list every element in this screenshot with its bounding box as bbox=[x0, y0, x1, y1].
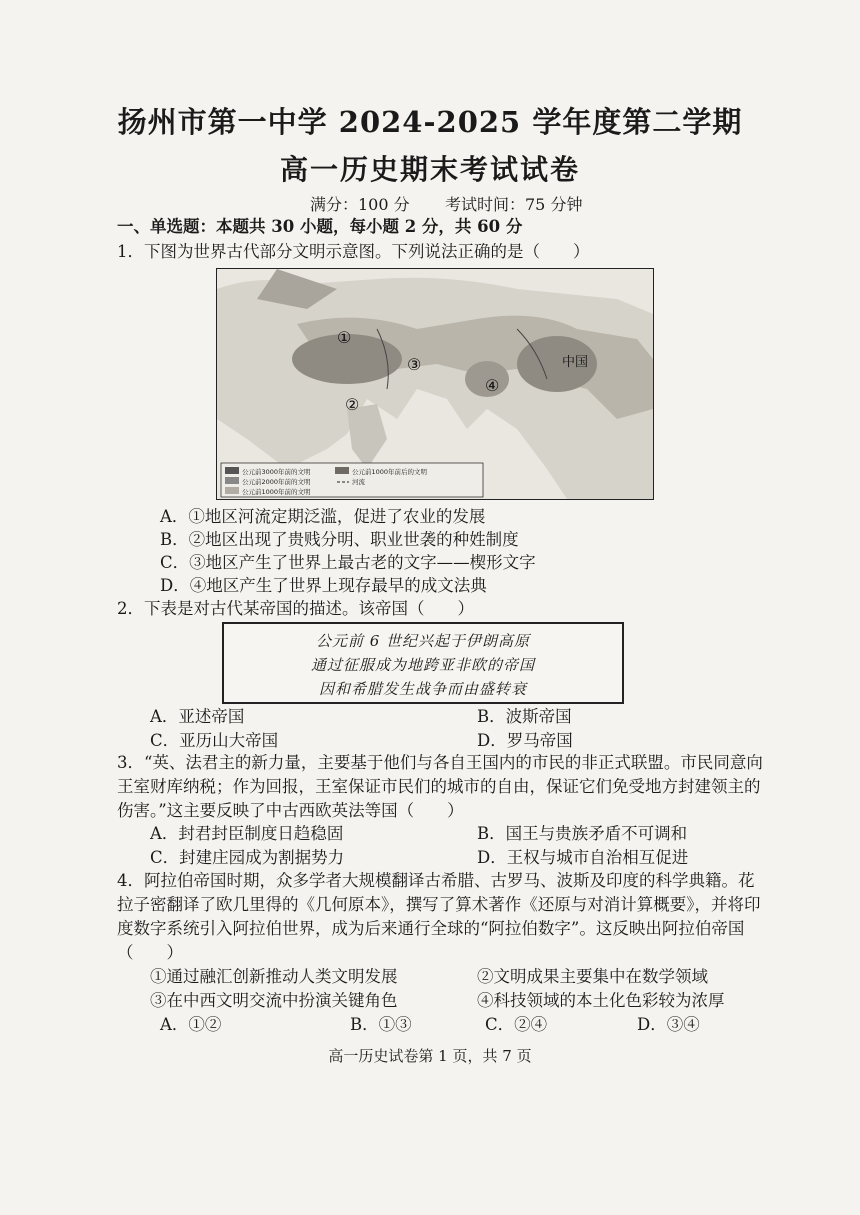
exam-title: 扬州市第一中学 2024-2025 学年度第二学期 bbox=[117, 105, 743, 139]
q4-statement-4: ④科技领域的本土化色彩较为浓厚 bbox=[477, 991, 725, 1010]
legend-item-5: 河流 bbox=[352, 478, 365, 486]
q4-stem-line: 度数字系统引入阿拉伯世界，成为后来通行全球的“阿拉伯数字”。这反映出阿拉伯帝国 bbox=[117, 919, 745, 938]
q2-description-table bbox=[222, 622, 624, 704]
page-footer: 高一历史试卷第 1 页，共 7 页 bbox=[328, 1047, 532, 1065]
q3-option-c[interactable]: C．封建庄园成为割据势力 bbox=[150, 848, 345, 867]
map-marker-3: ③ bbox=[407, 355, 422, 374]
legend-item-2: 公元前2000年前的文明 bbox=[242, 478, 311, 486]
exam-time: 考试时间：75 分钟 bbox=[445, 195, 583, 214]
map-region-label: 中国 bbox=[562, 355, 589, 370]
q4-statement-2: ②文明成果主要集中在数学领域 bbox=[477, 967, 708, 986]
q4-statement-1: ①通过融汇创新推动人类文明发展 bbox=[150, 967, 398, 986]
q2-option-c[interactable]: C．亚历山大帝国 bbox=[150, 731, 279, 750]
q4-option-c[interactable]: C．②④ bbox=[485, 1015, 548, 1034]
map-marker-4: ④ bbox=[485, 376, 500, 395]
q4-statement-3: ③在中西文明交流中扮演关键角色 bbox=[150, 991, 398, 1010]
q4-stem-line: （ ） bbox=[117, 943, 183, 962]
q4-option-d[interactable]: D．③④ bbox=[637, 1015, 700, 1034]
q3-stem-line: 伤害。”这主要反映了中古西欧英法等国（ ） bbox=[117, 801, 464, 820]
q4-option-a[interactable]: A．①② bbox=[160, 1015, 222, 1034]
q3-stem-line: 3．“英、法君主的新力量，主要基于他们与各自王国内的市民的非正式联盟。市民同意向 bbox=[117, 753, 763, 772]
q3-option-b[interactable]: B．国王与贵族矛盾不可调和 bbox=[477, 824, 688, 843]
q2-option-d[interactable]: D．罗马帝国 bbox=[477, 731, 573, 750]
q2-option-b[interactable]: B．波斯帝国 bbox=[477, 707, 572, 726]
q2-table-row: 公元前 6 世纪兴起于伊朗高原 bbox=[315, 632, 531, 650]
q1-option-b[interactable]: B．②地区出现了贵贱分明、职业世袭的种姓制度 bbox=[160, 530, 519, 549]
q4-option-b[interactable]: B．①③ bbox=[350, 1015, 412, 1034]
exam-subtitle: 高一历史期末考试试卷 bbox=[279, 153, 580, 186]
legend-item-4: 公元前1000年前后的文明 bbox=[352, 468, 428, 476]
section-heading: 一、单选题：本题共 30 小题，每小题 2 分，共 60 分 bbox=[117, 217, 523, 236]
q1-option-d[interactable]: D．④地区产生了世界上现存最早的成文法典 bbox=[160, 576, 487, 595]
q2-stem: 2．下表是对古代某帝国的描述。该帝国（ ） bbox=[117, 599, 474, 618]
q3-stem-line: 王室财库纳税；作为回报，王室保证市民们的城市的自由，保证它们免受地方封建领主的 bbox=[117, 777, 761, 796]
q4-stem-line: 拉子密翻译了欧几里得的《几何原本》，撰写了算术著作《还原与对消计算概要》，并将印 bbox=[117, 895, 761, 914]
map-marker-1: ① bbox=[337, 328, 352, 347]
civilization-map bbox=[216, 268, 654, 500]
q1-stem: 1．下图为世界古代部分文明示意图。下列说法正确的是（ ） bbox=[117, 242, 590, 261]
q3-option-d[interactable]: D．王权与城市自治相互促进 bbox=[477, 848, 689, 867]
q1-option-c[interactable]: C．③地区产生了世界上最古老的文字——楔形文字 bbox=[160, 553, 536, 572]
q4-stem-line: 4．阿拉伯帝国时期，众多学者大规模翻译古希腊、古罗马、波斯及印度的科学典籍。花 bbox=[117, 871, 755, 890]
q2-table-row: 因和希腊发生战争而由盛转衰 bbox=[318, 680, 527, 698]
map-graphic bbox=[217, 269, 653, 499]
q2-table-row: 通过征服成为地跨亚非欧的帝国 bbox=[310, 656, 535, 674]
map-marker-2: ② bbox=[345, 395, 360, 414]
legend-item-3: 公元前1000年前的文明 bbox=[242, 488, 311, 496]
q3-option-a[interactable]: A．封君封臣制度日趋稳固 bbox=[150, 824, 344, 843]
q1-option-a[interactable]: A．①地区河流定期泛滥，促进了农业的发展 bbox=[160, 507, 486, 526]
full-score: 满分：100 分 bbox=[310, 195, 410, 214]
legend-item-1: 公元前3000年前的文明 bbox=[242, 468, 311, 476]
q2-option-a[interactable]: A．亚述帝国 bbox=[150, 707, 245, 726]
